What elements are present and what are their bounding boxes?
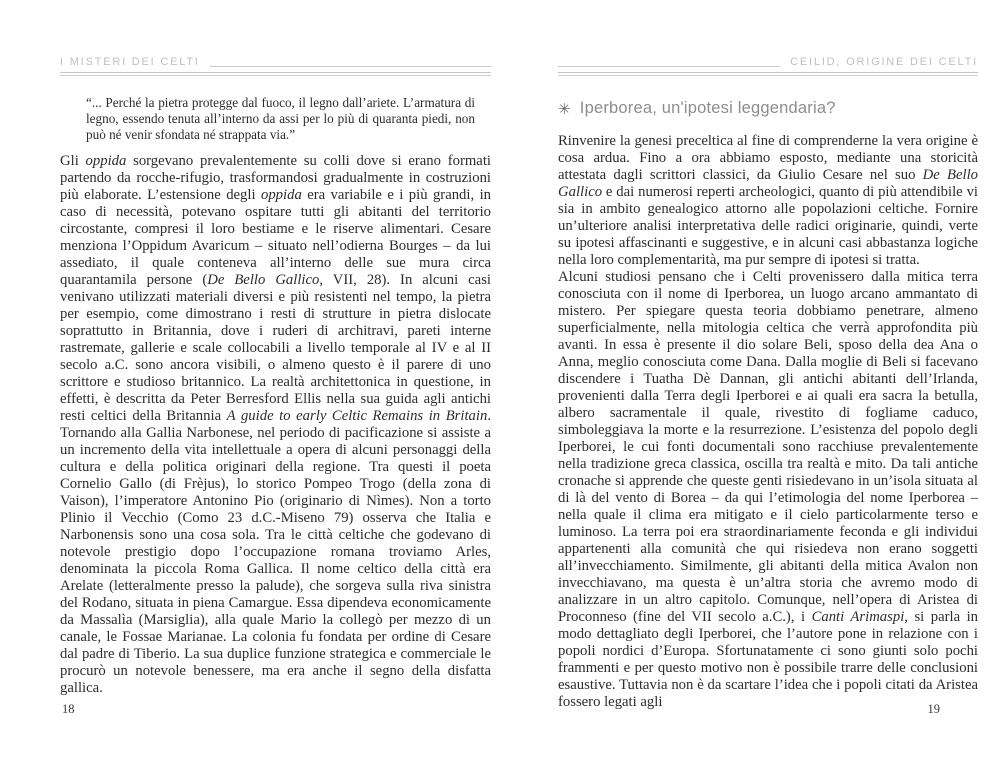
running-header-right <box>558 54 978 68</box>
section-title: Iperborea, un'ipotesi leggendaria? <box>579 99 836 117</box>
running-header-title: CEILID, ORIGINE DEI CELTI <box>790 56 978 68</box>
paragraph: Gli oppida sorgevano prevalentemente su colli dove si erano formati partendo da rocche-rifugio, trasformandosi gradualmente in costruzioni più elaborate. L’estensione degli oppida era variabile e i più grandi, in caso di necessità, potevano ospitare tutti gli abitanti del territorio circostante, compresi il loro bestiame e le riserve alimentari. Cesare menziona l’Oppidum Avaricum – situato nell’odierna Bourges – da lui assediato, il quale conteneva all’interno delle sue mura circa quarantamila persone (De Bello Gallico, VII, 28). In alcuni casi venivano utilizzati materiali diversi e più resistenti nel tempo, la pietra per esempio, come dimostrano i resti di strutture in pietra dislocate soprattutto in Britannia, dove i ruderi di architravi, pareti interne rastremate, gallerie e scale collocabili a livello temporale al IV e al II secolo a.C. sono ancora visibili, o almeno questo è il parere di uno scrittore e studioso britannico. La realtà architettonica in questione, in effetti, è descritta da Peter Berresford Ellis nella sua guida agli antichi resti celtici della Britannia A guide to early Celtic Remains in Britain. Tornando alla Gallia Narbonese, nel periodo di pacificazione si assiste a un incremento della vita intellettuale a opera di alcuni personaggi della cultura e della politica originari della regione. Tra questi il poeta Cornelio Gallo (di Frèjus), lo storico Pompeo Trogo (della zona di Vaison), l’imperatore Antonino Pio (originario di Nìmes). Non a torto Plinio il Vecchio (Como 23 d.C.-Miseno 79) osserva che Italia e Narbonensis sono una cosa sola. Tra le città celtiche che godevano di notevole prestigio dopo l’occupazione romana troviamo Arles, denominata la piccola Roma Gallica. Il nome celtico della città era Arelate (letteralmente presso la palude), che sorgeva sulla riva sinistra del Rodano, situata in piena Camargue. Essa dipendeva economicamente da Massalìa (Marsiglia), alla quale Mario la collegò per mezzo di un canale, le Fossae Marianae. La colonia fu fondata per ordine di Cesare dal padre di Tiberio. La sua duplice funzione strategica e commerciale le procurò un notevole benessere, ma era anche il segno della disfatta gallica. <box>60 153 491 696</box>
body-text-left <box>60 153 491 697</box>
header-double-rule <box>558 72 978 76</box>
page-number-left: 18 <box>62 702 75 716</box>
quote-block: “... Perché la pietra protegge dal fuoco, il legno dall’ariete. L’armatura di legno, essendo tenuta all’interno da assi per lo più di quaranta piedi, non può né venir sfondata né strappata via.” <box>86 95 475 142</box>
body-text-right <box>558 133 978 711</box>
page-number-right: 19 <box>927 702 940 716</box>
running-header-title: I MISTERI DEI CELTI <box>60 56 200 68</box>
header-double-rule <box>60 72 491 76</box>
right-page <box>558 54 978 711</box>
running-header-left <box>60 54 491 68</box>
paragraph: Alcuni studiosi pensano che i Celti provenissero dalla mitica terra conosciuta con il nome di Iperborea, un luogo arcano ammantato di mistero. Per spiegare questa teoria dobbiamo penetrare, almeno superficialmente, nella mitologia celtica che verrà approfondita più avanti. In essa è presente il dio solare Beli, sposo della dea Ana o Anna, meglio conosciuta come Dana. Dalla moglie di Beli si facevano discendere i Tuatha Dè Dannan, gli antichi abitanti dell’Irlanda, provenienti dalla Terra degli Iperborei e ai quali era sacra la betulla, albero sacramentale il quale, rivestito di fogliame caduco, simboleggiava la morte e la resurrezione. L’esistenza del popolo degli Iperborei, le cui fonti documentali sono racchiuse prevalentemente nella tradizione greca classica, oscilla tra realtà e mito. Da tali antiche cronache si apprende che queste genti risiedevano in un’isola situata al di là del vento di Borea – da qui l’etimologia del nome Iperborea – nella quale il clima era mitigato e il cielo particolarmente terso e luminoso. La terra poi era straordinariamente feconda e gli individui appartenenti alla comunità che qui risiedeva non erano soggetti all’invecchiamento. Similmente, gli abitanti della mitica Avalon non invecchiavano, ma questa è un’altra storia che avremo modo di analizzare in un altro capitolo. Comunque, nell’opera di Aristea di Proconneso (fine del VII secolo a.C.), i Canti Arimaspi, si parla in modo dettagliato degli Iperborei, che l’autore pone in relazione con i popoli nordici d’Europa. Sfortunatamente ci sono giunti solo pochi frammenti e per questo motivo non è possibile trarre delle conclusioni esaustive. Tuttavia non è da scartare l’idea che i popoli citati da Aristea fossero legati agli <box>558 269 979 710</box>
section-heading <box>558 99 978 118</box>
asterisk-icon: ✳ <box>558 100 571 118</box>
left-page <box>60 54 491 697</box>
header-rule-segment <box>558 66 780 67</box>
paragraph: Rinvenire la genesi preceltica al fine di comprenderne la vera origine è cosa ardua. Fino a ora abbiamo esposto, mediante una storicità attestata dagli scrittori classici, da Giulio Cesare nel suo De Bello Gallico e dai numerosi reperti archeologici, quanto di più attendibile vi sia in ambito genealogico attorno alle popolazioni celtiche. Fornire un’ulteriore analisi interpretativa delle radici originarie, quindi, verte su ipotesi affascinanti e suggestive, e in alcuni casi abbastanza logiche nella loro complementarità, ma pur sempre di ipotesi si tratta. <box>558 133 979 268</box>
header-rule-segment <box>210 66 491 67</box>
